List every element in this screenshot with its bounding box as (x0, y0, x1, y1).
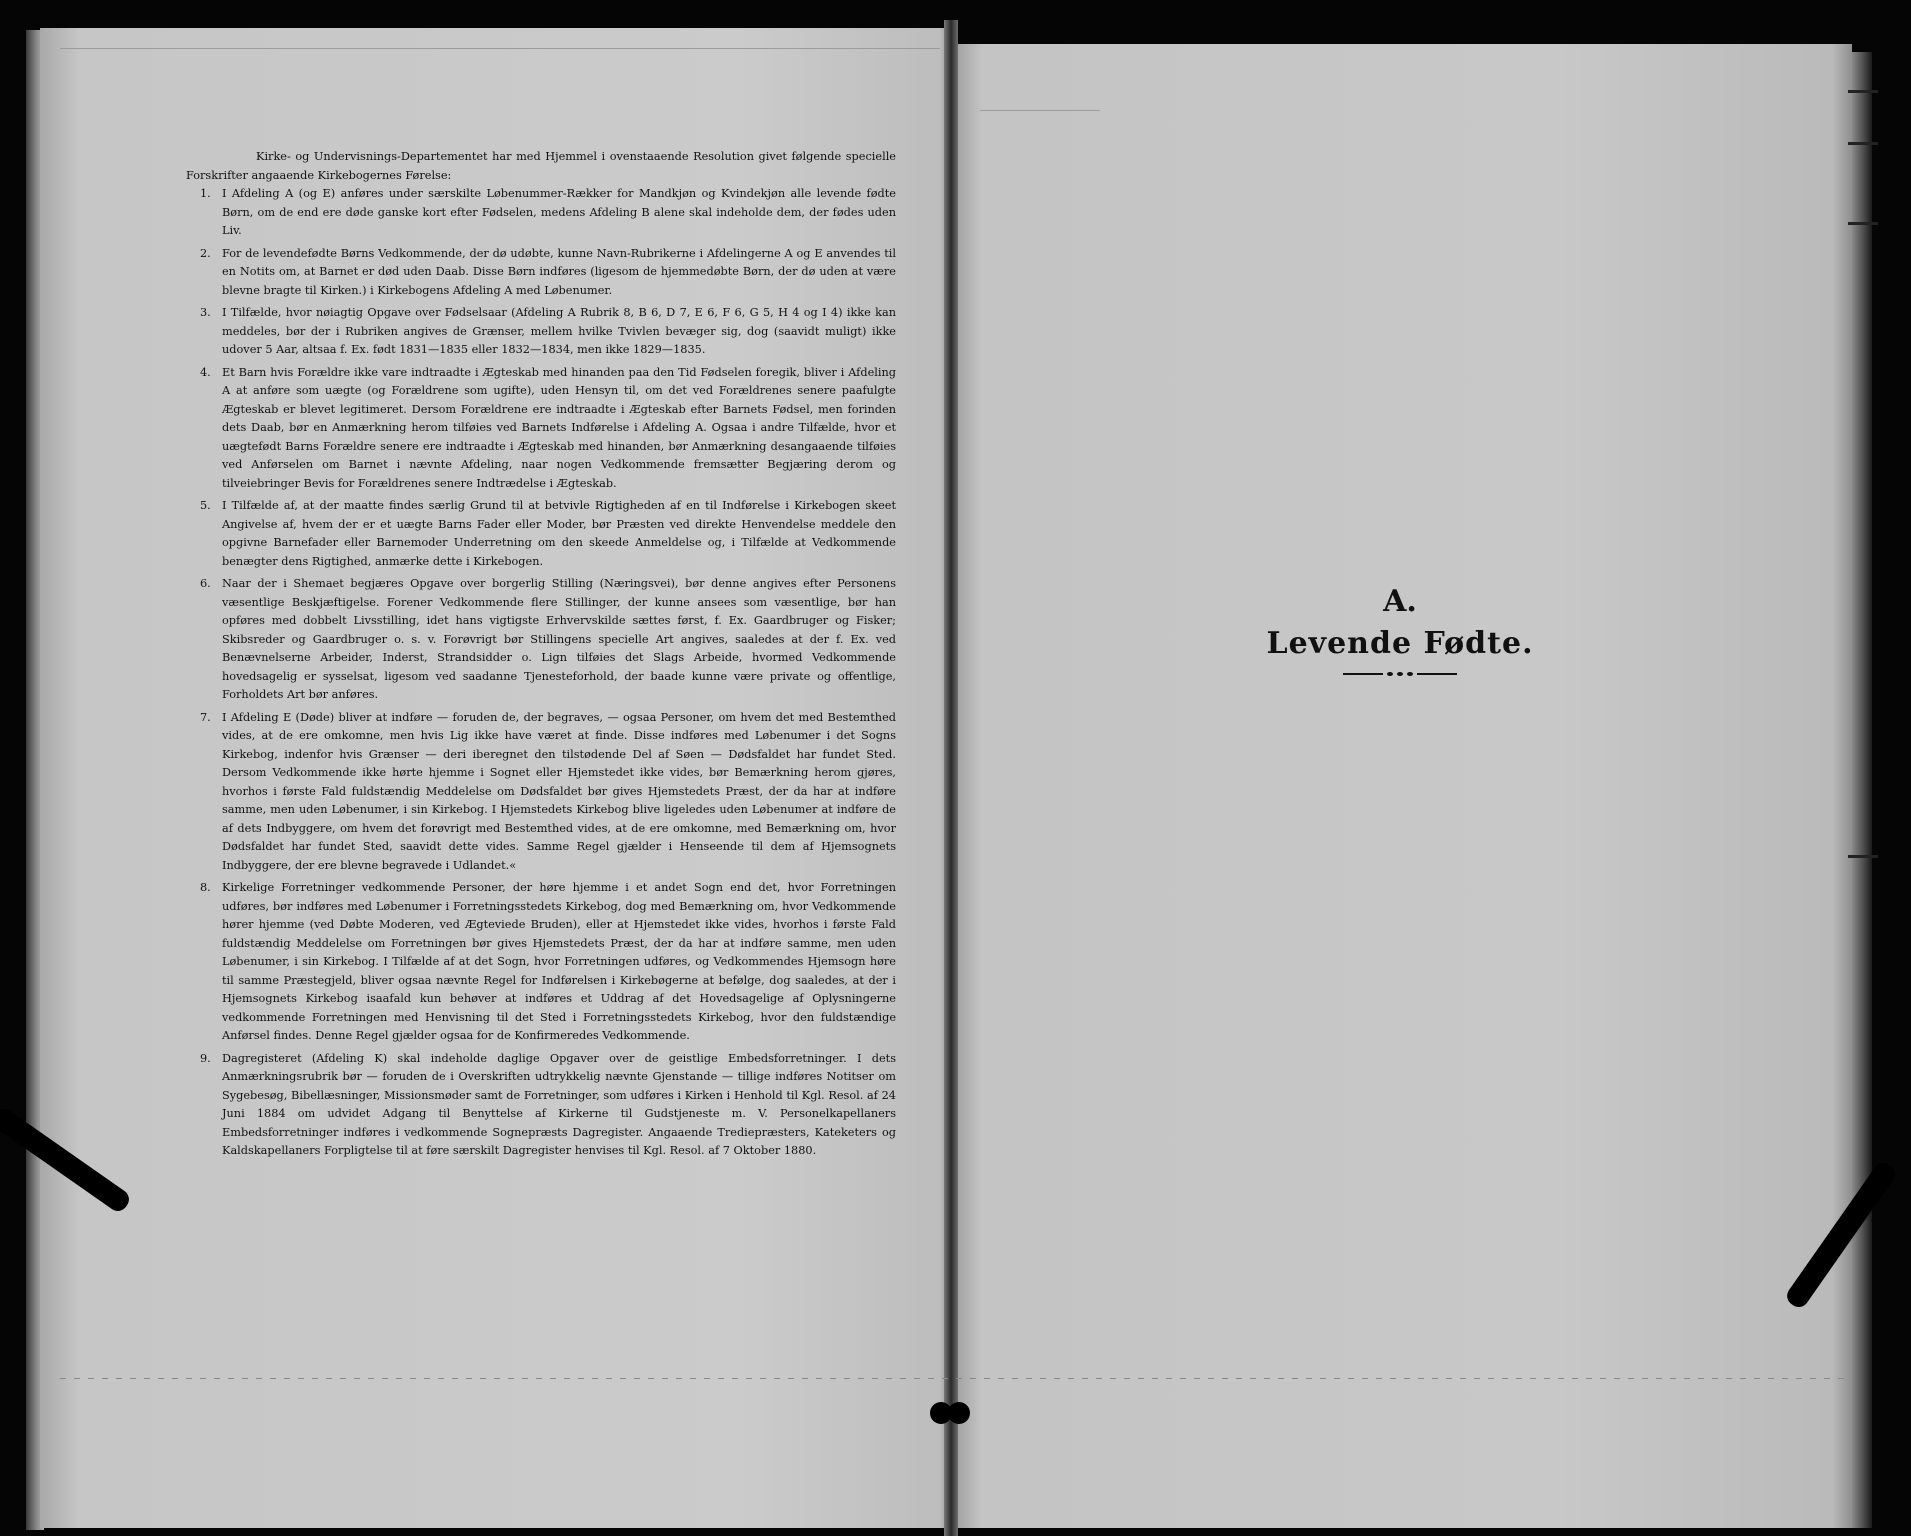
rule-text: Et Barn hvis Forældre ikke vare indtraadte i Ægteskab med hinanden paa den Tid Fødselen foregik, bliver i Afdeling A at anføre som uægte (og Forældrene som ugifte), uden Hensyn til, om det ved Forældrenes senere paafulgte Ægteskab er blevet legitimeret. Dersom Forældrene ere indtraadte i Ægteskab efter Barnets Fødsel, men forinden dets Daab, bør en Anmærkning herom tilføies ved Barnets Indførelse i Afdeling A. Ogsaa i andre Tilfælde, hvor et uægtefødt Barns Forældre senere ere indtraadte i Ægteskab med hinanden, bør Anmærkning desangaaende tilføies ved Anførselen om Barnet i nævnte Afdeling, naar nogen Vedkommende fremsætter Begjæring derom og tilveiebringer Bevis for Forældrenes senere Indtrædelse i Ægteskab. (222, 365, 896, 490)
rule-item (186, 304, 896, 360)
rule-text: I Tilfælde, hvor nøiagtig Opgave over Fødselsaar (Afdeling A Rubrik 8, B 6, D 7, E 6, F 6, G 5, H 4 og I 4) ikke kan meddeles, bør der i Rubriken angives de Grænser, mellem hvilke Tvivlen bevæger sig, dog (saavidt muligt) ikke udover 5 Aar, altsaa f. Ex. født 1831—1835 eller 1832—1834, men ikke 1829—1835. (222, 306, 896, 356)
rule-number: 6. (200, 577, 211, 590)
section-heading (1250, 582, 1550, 676)
rule-text: Naar der i Shemaet begjæres Opgave over borgerlig Stilling (Næringsvei), bør denne angives efter Personens væsentlige Beskjæftigelse. Forener Vedkommende flere Stillinger, der kunne ansees som væsentlige, bør han opføres med dobbelt Livsstilling, idet hans vigtigste Erhvervskilde sættes først, f. Ex. Gaardbruger og Fisker; Skibsreder og Gaardbruger o. s. v. Forøvrigt bør Stillingens specielle Art angives, saaledes at der f. Ex. ved Benævnelserne Arbeider, Inderst, Strandsidder o. Lign tilføies det Slags Arbeide, hvormed Vedkommende hovedsagelig er sysselsat, ligesom ved saadanne Tjenesteforhold, der baade kunne være private og offentlige, Forholdets Art bør anføres. (222, 577, 896, 701)
rule-number: 4. (200, 365, 211, 379)
rule-text: I Afdeling A (og E) anføres under særskilte Løbenummer-Rækker for Mandkjøn og Kvindekjøn alle levende fødte Børn, om de end ere døde ganske kort efter Fødselen, medens Afdeling B alene skal indeholde dem, der fødes uden Liv. (222, 187, 896, 237)
rule-item (186, 185, 896, 241)
rule-item (186, 364, 896, 494)
book-gutter (944, 20, 958, 1536)
ornament-line (1343, 673, 1383, 675)
right-book-edge (1852, 52, 1872, 1528)
rule-item (186, 497, 896, 571)
page-tab-marker (1848, 855, 1878, 858)
rule-text: I Afdeling E (Døde) bliver at indføre — foruden de, der begraves, — ogsaa Personer, om hvem det med Bestemthed vides, at de ere omkomne, men hvis Lig ikke have været at finde. Disse indføres med Løbenumer i det Sogns Kirkebog, indenfor hvis Grænser — deri iberegnet den tilstødende Del af Søen — Dødsfaldet har fundet Sted. Dersom Vedkommende ikke hørte hjemme i Sognet eller Hjemstedet ikke vides, bør Bemærkning herom gjøres, hvorhos i første Fald fuldstændig Meddelelse om Dødsfaldet bør gives Hjemstedets Præst, der da har at indføre samme, men uden Løbenumer, i sin Kirkebog. I Hjemstedets Kirkebog blive ligeledes uden Løbenumer at indføre de af dets Indbyggere, om hvem det forøvrigt med Bestemthed vides, at de ere omkomne, med Bemærkning om, hvor Dødsfaldet har fundet Sted, saavidt dette vides. Samme Regel gjælder i Henseende til dem af Hjemsognets Indbyggere, der ere blevne begravede i Udlandet.« (222, 710, 896, 872)
page-tab-marker (1848, 142, 1878, 145)
section-title: Levende Fødte. (1266, 626, 1534, 661)
rule-text: I Tilfælde af, at der maatte findes særlig Grund til at betvivle Rigtigheden af en til Indførelse i Kirkebogen skeet Angivelse af, hvem der er et uægte Barns Fader eller Moder, bør Præsten ved direkte Henvendelse meddele den opgivne Barnefader eller Barnemoder Underretning om den skeede Anmeldelse og, i Tilfælde at Vedkommende benægter dens Rigtighed, anmærke dette i Kirkebogen. (222, 499, 896, 568)
rule-item (186, 575, 896, 705)
section-letter: A. (1383, 584, 1417, 619)
binding-hole (948, 1402, 970, 1424)
page-top-rule (60, 48, 940, 49)
rule-item (186, 245, 896, 301)
rule-number: 9. (200, 1051, 211, 1065)
rule-number: 3. (200, 306, 211, 319)
page-bottom-rule (60, 1378, 1850, 1379)
ornament-line (1417, 673, 1457, 675)
rule-number: 5. (200, 499, 211, 512)
page-tab-marker (1848, 222, 1878, 225)
ornament-dot (1397, 672, 1403, 676)
rule-number: 2. (200, 246, 211, 260)
rule-number: 8. (200, 881, 211, 894)
ornament-divider (1250, 672, 1550, 676)
rule-number: 1. (200, 187, 211, 200)
ornament-dot (1387, 672, 1393, 676)
right-page (952, 44, 1852, 1528)
ornament-dot (1407, 672, 1413, 676)
rule-text: Dagregisteret (Afdeling K) skal indeholde daglige Opgaver over de geistlige Embedsforretninger. I dets Anmærkningsrubrik bør — foruden de i Overskriften udtrykkelig nævnte Gjenstande — tillige indføres Notitser om Sygebesøg, Bibellæsninger, Missionsmøder samt de Forretninger, som udføres i Kirken i Henhold til Kgl. Resol. af 24 Juni 1884 om udvidet Adgang til Benyttelse af Kirkerne til Gudstjeneste m. V. Personelkapellaners Embedsforretninger indføres i vedkommende Sognepræsts Dagregister. Angaaende Trediepræsters, Kateketers og Kaldskapellaners Forpligtelse til at føre særskilt Dagregister henvises til Kgl. Resol. af 7 Oktober 1880. (222, 1051, 896, 1157)
rule-text: For de levendefødte Børns Vedkommende, der dø udøbte, kunne Navn-Rubrikerne i Afdelingerne A og E anvendes til en Notits om, at Barnet er død uden Daab. Disse Børn indføres (ligesom de hjemmedøbte Børn, der dø uden at være blevne bragte til Kirken.) i Kirkebogens Afdeling A med Løbenumer. (222, 246, 896, 297)
rule-number: 7. (200, 710, 211, 724)
rule-text: Kirkelige Forretninger vedkommende Personer, der høre hjemme i et andet Sogn end det, hvor Forretningen udføres, bør indføres med Løbenumer i Forretningsstedets Kirkebog, dog med Bemærkning om, hvor Vedkommende hører hjemme (ved Døbte Moderen, ved Ægteviede Bruden), eller at Hjemstedet ikke vides, hvorhos i første Fald fuldstændig Meddelelse om Forretningen bør gives Hjemstedets Præst, der da har at indføre samme, men uden Løbenumer, i sin Kirkebog. I Tilfælde af at det Sogn, hvor Forretningen udføres, og Vedkommendes Hjemsogn høre til samme Præstegjeld, bliver ogsaa nævnte Regel for Indførelsen i Kirkebøgerne at befølge, dog saaledes, at der i Hjemsognets Kirkebog isaafald kun behøver at indføres et Uddrag af det Hovedsagelige af Oplysningerne vedkommende Forretningen med Henvisning til det Sted i Forretningsstedets Kirkebog, hvor den fuldstændige Anførsel findes. Denne Regel gjælder ogsaa for de Konfirmeredes Vedkommende. (222, 881, 896, 1042)
page-tab-marker (1848, 90, 1878, 93)
rule-item (186, 709, 896, 876)
rule-item (186, 1050, 896, 1161)
regulations-intro: Kirke- og Undervisnings-Departementet har med Hjemmel i ovenstaaende Resolution givet følgende specielle Forskrifter angaaende Kirkebogernes Førelse: (186, 150, 896, 182)
regulations-text (186, 148, 896, 1165)
rule-item (186, 879, 896, 1046)
bleed-through-mark (980, 110, 1100, 111)
